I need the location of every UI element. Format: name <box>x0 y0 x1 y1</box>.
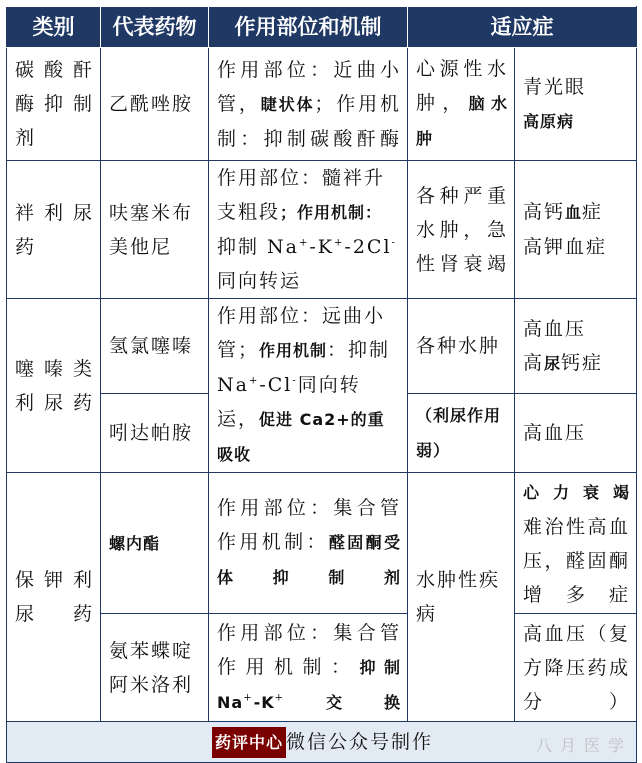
category-cell: 碳酸酐酶抑制剂 <box>7 48 101 161</box>
drug-cell: 呋塞米布美他尼 <box>101 161 209 299</box>
mechanism-cell: 作用部位：髓袢升支粗段；作用机制：抑制 Na+-K+-2Cl-同向转运 <box>209 161 408 299</box>
category-cell: 保钾利尿药 <box>7 473 101 722</box>
drug-cell: 氨苯蝶啶阿米洛利 <box>101 614 209 722</box>
table-row <box>7 614 637 722</box>
header-mechanism: 作用部位和机制 <box>209 7 408 48</box>
footer-row <box>7 722 637 763</box>
indication-cell: 各种水肿 <box>408 299 515 394</box>
drug-cell: 氢氯噻嗪 <box>101 299 209 394</box>
indication-cell: 高钙血症 高钾血症 <box>515 161 637 299</box>
mechanism-cell: 作用部位：近曲小管，睫状体；作用机制：抑制碳酸酐酶 <box>209 48 408 161</box>
brand-logo: 药评中心 <box>212 727 286 758</box>
table-row <box>7 161 637 299</box>
header-indication: 适应症 <box>408 7 637 48</box>
table-row <box>7 473 637 614</box>
indication-cell: 水肿性疾病 <box>408 473 515 722</box>
table-row <box>7 299 637 394</box>
indication-cell: 各种严重水肿，急性肾衰竭 <box>408 161 515 299</box>
header-category: 类别 <box>7 7 101 48</box>
indication-cell: 青光眼 高原病 <box>515 48 637 161</box>
indication-cell: 心力衰竭 难治性高血压，醛固酮增多症 <box>515 473 637 614</box>
header-drug: 代表药物 <box>101 7 209 48</box>
drug-cell: 乙酰唑胺 <box>101 48 209 161</box>
indication-cell: （利尿作用弱） <box>408 394 515 473</box>
diuretics-table <box>6 6 637 763</box>
mechanism-cell: 作用部位：集合管作用机制：醛固酮受体抑制剂 <box>209 473 408 614</box>
header-row <box>7 7 637 48</box>
table-row <box>7 48 637 161</box>
category-cell: 袢利尿药 <box>7 161 101 299</box>
indication-cell: 高血压（复方降压药成分） <box>515 614 637 722</box>
category-cell: 噻嗪类利尿药 <box>7 299 101 473</box>
watermark: 八月医学 <box>535 736 632 755</box>
drug-cell: 螺内酯 <box>101 473 209 614</box>
indication-cell: 高血压 高尿钙症 <box>515 299 637 394</box>
footer-text: 微信公众号制作 <box>286 730 434 753</box>
indication-cell: 心源性水肿，脑水肿 <box>408 48 515 161</box>
mechanism-cell: 作用部位：集合管作用机制：抑制 Na+-K+交换 <box>209 614 408 722</box>
drug-cell: 吲达帕胺 <box>101 394 209 473</box>
mechanism-cell: 作用部位：远曲小管；作用机制：抑制 Na+-Cl-同向转运，促进 Ca2+的重吸收 <box>209 299 408 473</box>
indication-cell: 高血压 <box>515 394 637 473</box>
footer-banner <box>7 722 637 763</box>
